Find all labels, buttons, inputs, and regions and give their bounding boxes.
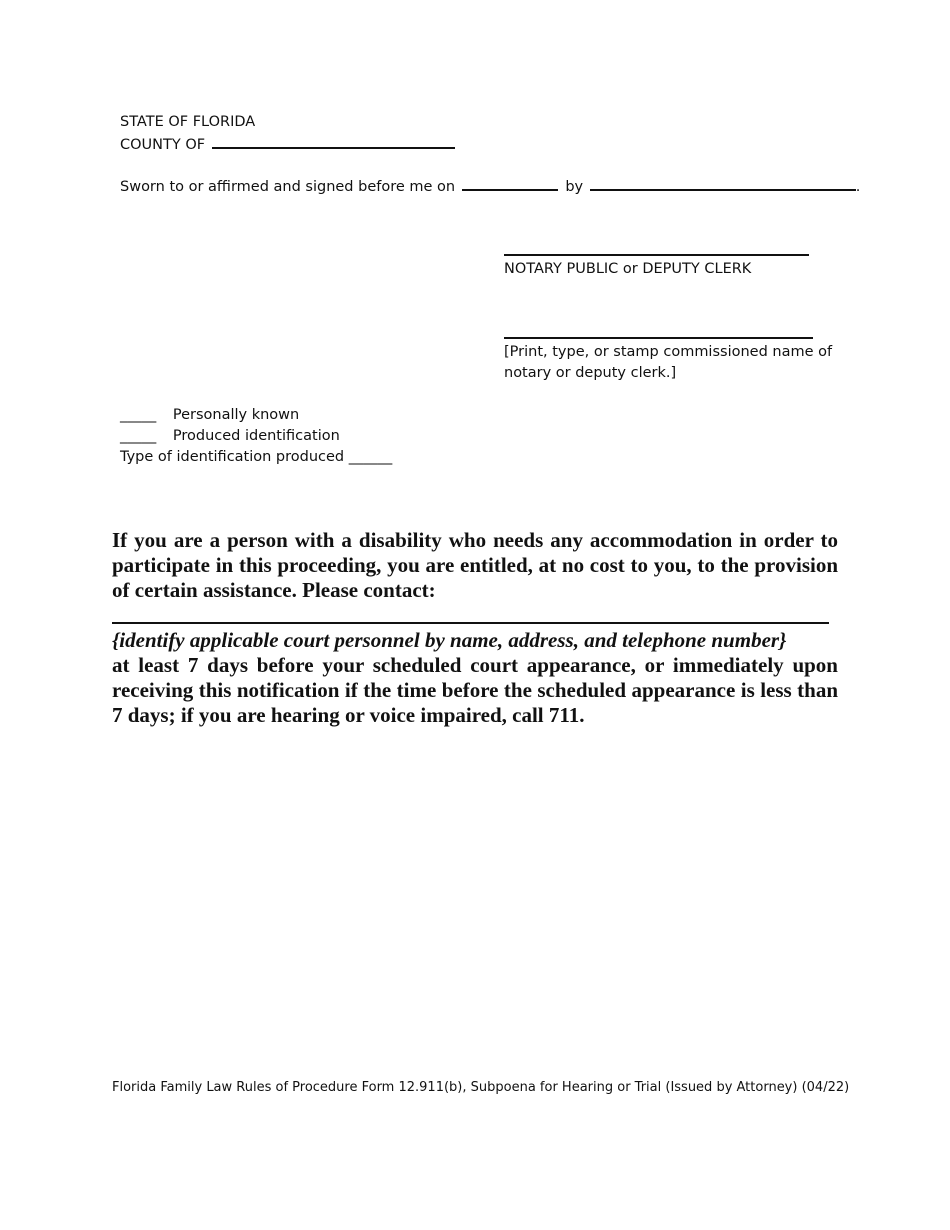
ada-closing: at least 7 days before your scheduled court appearance, or immediately upon receiving this notification if the time before the scheduled appearance is less than 7 days; if you are hearing or voice impaired, call 711. xyxy=(112,653,838,727)
ada-notice xyxy=(112,528,838,728)
form-footer: Florida Family Law Rules of Procedure Form 12.911(b), Subpoena for Hearing or Trial (Issued by Attorney) (04/22) xyxy=(112,1080,850,1095)
county-field[interactable] xyxy=(212,133,455,149)
sworn-by-label: by xyxy=(565,179,584,195)
personally-known-row xyxy=(120,405,299,426)
personally-known-label: Personally known xyxy=(172,407,300,423)
id-type-label: Type of identification produced xyxy=(120,449,345,465)
state-label: STATE OF FLORIDA xyxy=(120,114,256,130)
county-label: COUNTY OF xyxy=(120,137,206,153)
sworn-date-field[interactable] xyxy=(462,175,558,191)
id-type-blank[interactable]: ______ xyxy=(348,449,393,465)
ada-paragraph: If you are a person with a disability who needs any accommodation in order to participate in this proceeding, you are entitled, at no cost to you, to the provision of certain assistance. Please contact: xyxy=(112,528,838,602)
printed-name-line[interactable] xyxy=(504,337,813,339)
contact-line[interactable] xyxy=(112,603,829,624)
id-type-row xyxy=(120,447,392,468)
sworn-row xyxy=(120,175,860,198)
printed-name-label-2: notary or deputy clerk.] xyxy=(504,365,677,381)
sworn-by-field[interactable] xyxy=(590,175,856,191)
notary-signature-line[interactable] xyxy=(504,254,809,256)
notary-label: NOTARY PUBLIC or DEPUTY CLERK xyxy=(504,261,752,277)
produced-id-blank[interactable]: _____ xyxy=(120,428,157,444)
personally-known-blank[interactable]: _____ xyxy=(120,407,157,423)
produced-id-row xyxy=(120,426,340,447)
sworn-end-punct: . xyxy=(855,179,861,195)
sworn-text: Sworn to or affirmed and signed before me on xyxy=(120,179,456,195)
produced-id-label: Produced identification xyxy=(172,428,340,444)
personnel-placeholder: {identify applicable court personnel by name, address, and telephone number} xyxy=(112,628,787,652)
printed-name-label-1: [Print, type, or stamp commissioned name of xyxy=(504,344,833,360)
county-row xyxy=(120,133,455,156)
